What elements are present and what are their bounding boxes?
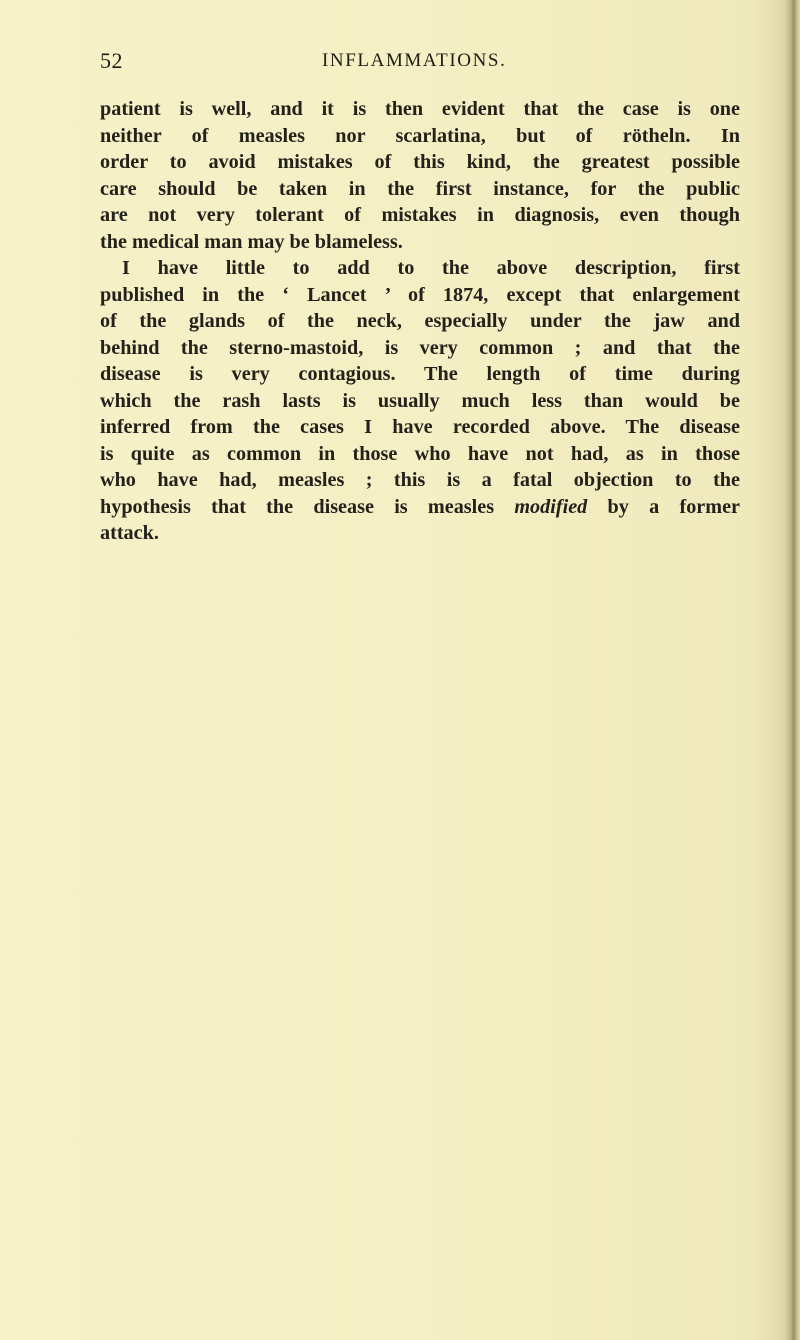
- running-title: INFLAMMATIONS.: [322, 50, 507, 71]
- page-number: 52: [100, 48, 123, 73]
- text-line: care should be taken in the first instance, for the public: [100, 177, 740, 200]
- text-line: which the rash lasts is usually much less than would be: [100, 389, 740, 412]
- text-line: is quite as common in those who have not had, as in those: [100, 442, 740, 465]
- text-line: behind the sterno-mastoid, is very common ; and that the: [100, 336, 740, 359]
- running-head: [100, 48, 740, 78]
- text-segment: hypothesis that the disease is measles: [100, 495, 515, 518]
- text-line: published in the ‘ Lancet ’ of 1874, except that enlargement: [100, 283, 740, 306]
- text-line: the medical man may be blameless.: [100, 230, 403, 253]
- italic-word: modified: [514, 495, 588, 518]
- text-segment: by a former: [587, 495, 740, 518]
- text-line: are not very tolerant of mistakes in diagnosis, even though: [100, 204, 740, 226]
- text-line: of the glands of the neck, especially under the jaw and: [100, 310, 740, 332]
- text-line: I have little to add to the above description, first: [122, 257, 740, 279]
- text-line: disease is very contagious. The length of time during: [100, 363, 740, 385]
- text-line: attack.: [100, 522, 159, 544]
- text-line: who have had, measles ; this is a fatal objection to the: [100, 469, 740, 491]
- text-line: patient is well, and it is then evident that the case is one: [100, 98, 740, 120]
- text-line: order to avoid mistakes of this kind, the greatest possible: [100, 151, 740, 173]
- text-line: inferred from the cases I have recorded above. The disease: [100, 416, 740, 438]
- page-edge-shadow: [786, 0, 800, 1340]
- body-text: [100, 96, 740, 547]
- text-line-with-italic: [100, 494, 740, 521]
- text-line: neither of measles nor scarlatina, but of rötheln. In: [100, 124, 740, 147]
